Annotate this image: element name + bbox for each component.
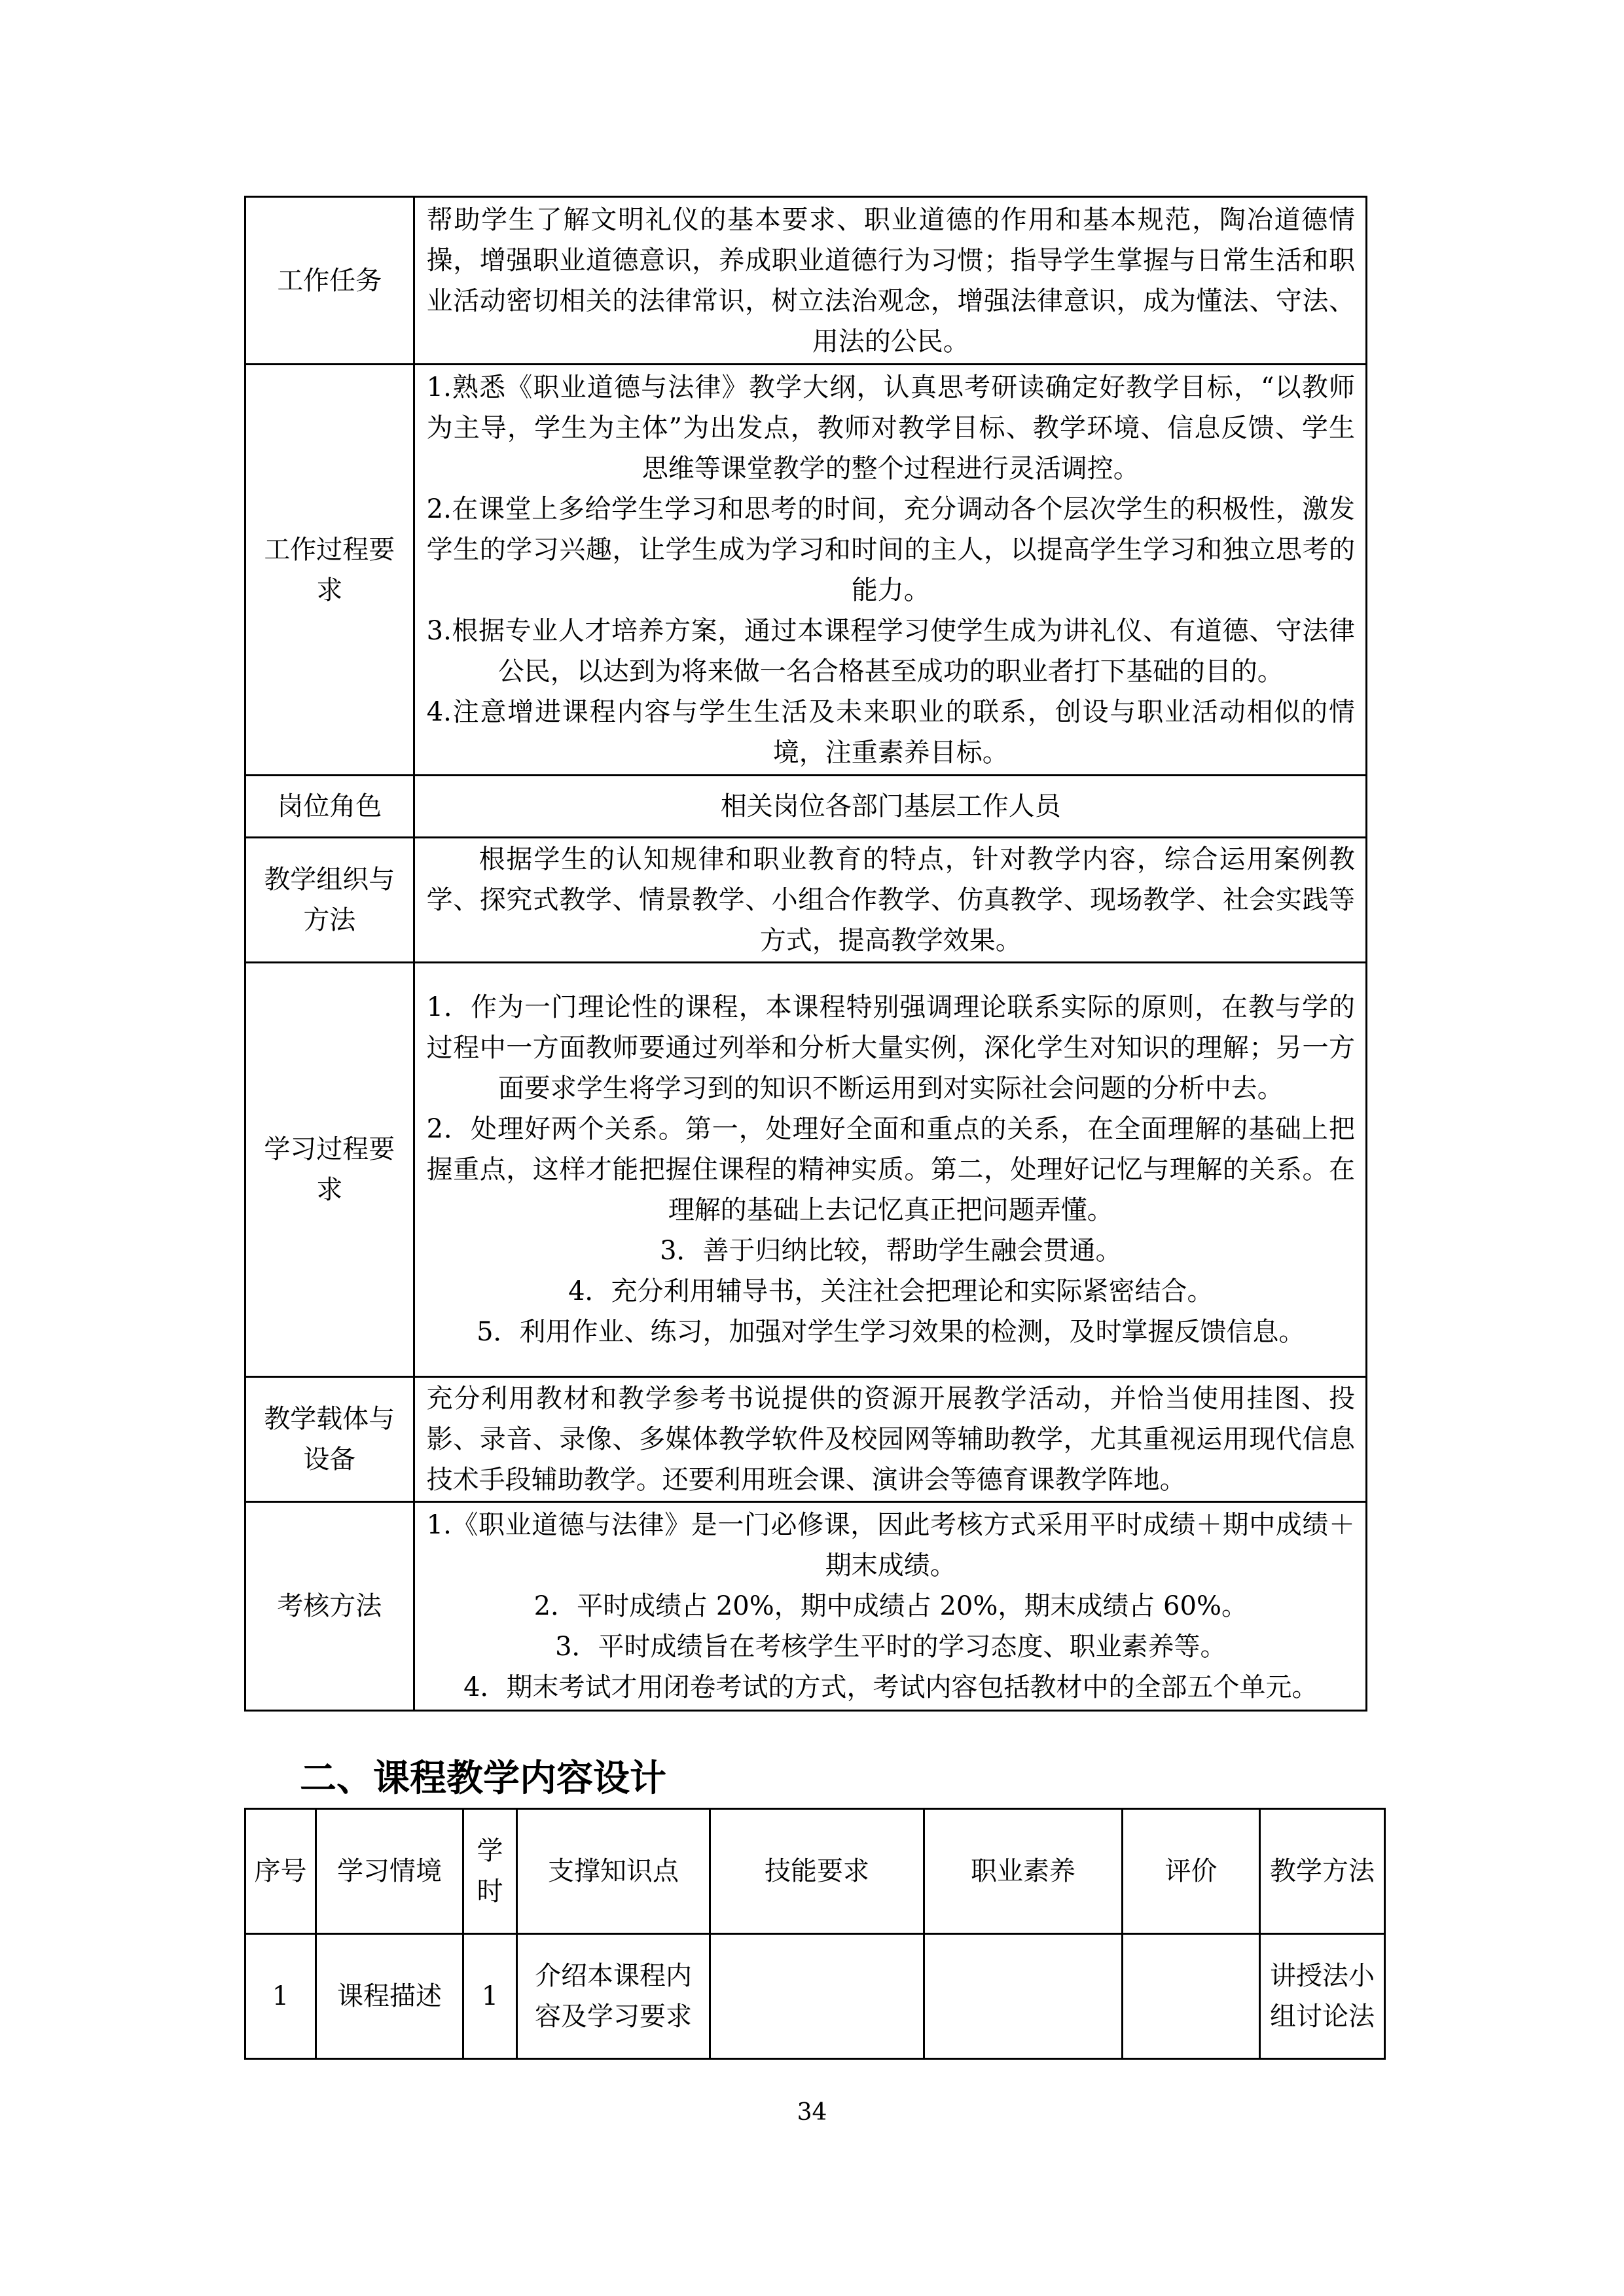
- table-row: [245, 963, 1367, 1377]
- table-cell: 1: [463, 1934, 517, 2059]
- table-row: [245, 776, 1367, 838]
- row-label: 岗位角色: [245, 776, 414, 838]
- paragraph: 3．平时成绩旨在考核学生平时的学习态度、职业素养等。: [555, 1632, 1227, 1662]
- row-content: [414, 365, 1366, 776]
- table-cell: [710, 1934, 924, 2059]
- header-cell: 教学方法: [1260, 1809, 1385, 1934]
- paragraph: 3．善于归纳比较，帮助学生融会贯通。: [660, 1236, 1122, 1266]
- paragraph: 1．作为一门理论性的课程，本课程特别强调理论联系实际的原则，在教与学的过程中一方面教师要通过列举和分析大量实例，深化学生对知识的理解；另一方面要求学生将学习到的知识不断运用到对实际社会问题的分析中去。: [426, 992, 1355, 1103]
- row-label: 工作过程要求: [245, 365, 414, 776]
- course-info-table: [244, 196, 1367, 1712]
- header-cell: 支撑知识点: [517, 1809, 710, 1934]
- header-cell: 职业素养: [924, 1809, 1123, 1934]
- paragraph: 5．利用作业、练习，加强对学生学习效果的检测，及时掌握反馈信息。: [477, 1317, 1305, 1347]
- table-header-row: [245, 1809, 1385, 1934]
- section-title: 二、课程教学内容设计: [300, 1757, 666, 1800]
- course-content-table: [244, 1808, 1386, 2060]
- row-content: [414, 963, 1366, 1377]
- table-row: [245, 838, 1367, 963]
- header-cell: 学习情境: [316, 1809, 463, 1934]
- paragraph: 3.根据专业人才培养方案，通过本课程学习使学生成为讲礼仪、有道德、守法律公民，以达到为将来做一名合格甚至成功的职业者打下基础的目的。: [426, 615, 1355, 687]
- table-cell: [924, 1934, 1123, 2059]
- paragraph: 2．处理好两个关系。第一，处理好全面和重点的关系，在全面理解的基础上把握重点，这样才能把握住课程的精神实质。第二，处理好记忆与理解的关系。在理解的基础上去记忆真正把问题弄懂。: [426, 1114, 1355, 1225]
- header-cell: 评价: [1123, 1809, 1260, 1934]
- table-row: [245, 197, 1367, 365]
- row-content: [414, 1502, 1366, 1711]
- table-cell: [1123, 1934, 1260, 2059]
- row-content: [414, 776, 1366, 838]
- paragraph: 2.在课堂上多给学生学习和思考的时间，充分调动各个层次学生的积极性，激发学生的学习兴趣，让学生成为学习和时间的主人，以提高学生学习和独立思考的能力。: [426, 493, 1355, 605]
- table-row: [245, 1502, 1367, 1711]
- table-row: [245, 1377, 1367, 1502]
- header-cell: 学时: [463, 1809, 517, 1934]
- page-number: 34: [797, 2099, 827, 2126]
- table-cell: 讲授法小组讨论法: [1260, 1934, 1385, 2059]
- row-label: 工作任务: [245, 197, 414, 365]
- row-label: 教学载体与设备: [245, 1377, 414, 1502]
- paragraph: 4．期末考试才用闭卷考试的方式，考试内容包括教材中的全部五个单元。: [463, 1672, 1318, 1702]
- paragraph: 充分利用教材和教学参考书说提供的资源开展教学活动，并恰当使用挂图、投影、录音、录像、多媒体教学软件及校园网等辅助教学，尤其重视运用现代信息技术手段辅助教学。还要利用班会课、演讲会等德育课教学阵地。: [426, 1384, 1355, 1495]
- paragraph: 2．平时成绩占 20%，期中成绩占 20%，期末成绩占 60%。: [533, 1591, 1248, 1621]
- table-cell: 1: [245, 1934, 316, 2059]
- row-label: 教学组织与方法: [245, 838, 414, 963]
- paragraph: 4.注意增进课程内容与学生生活及未来职业的联系，创设与职业活动相似的情境，注重素养目标。: [426, 696, 1355, 768]
- row-label: 考核方法: [245, 1502, 414, 1711]
- row-content: [414, 1377, 1366, 1502]
- paragraph: 1.《职业道德与法律》是一门必修课，因此考核方式采用平时成绩＋期中成绩＋期末成绩。: [426, 1510, 1355, 1581]
- row-content: [414, 838, 1366, 963]
- header-cell: 序号: [245, 1809, 316, 1934]
- table-row: [245, 365, 1367, 776]
- header-cell: 技能要求: [710, 1809, 924, 1934]
- row-label: 学习过程要求: [245, 963, 414, 1377]
- table-row: [245, 1934, 1385, 2059]
- table-cell: 课程描述: [316, 1934, 463, 2059]
- table-cell: 介绍本课程内容及学习要求: [517, 1934, 710, 2059]
- row-content: [414, 197, 1366, 365]
- paragraph: 4．充分利用辅导书，关注社会把理论和实际紧密结合。: [568, 1276, 1214, 1306]
- paragraph: 相关岗位各部门基层工作人员: [720, 791, 1061, 821]
- paragraph: 帮助学生了解文明礼仪的基本要求、职业道德的作用和基本规范，陶冶道德情操，增强职业道德意识，养成职业道德行为习惯；指导学生掌握与日常生活和职业活动密切相关的法律常识，树立法治观念，增强法律意识，成为懂法、守法、用法的公民。: [426, 204, 1355, 357]
- paragraph: 1.熟悉《职业道德与法律》教学大纲，认真思考研读确定好教学目标，“以教师为主导，学生为主体”为出发点，教师对教学目标、教学环境、信息反馈、学生思维等课堂教学的整个过程进行灵活调控。: [426, 372, 1355, 484]
- paragraph: 根据学生的认知规律和职业教育的特点，针对教学内容，综合运用案例教学、探究式教学、情景教学、小组合作教学、仿真教学、现场教学、社会实践等方式，提高教学效果。: [426, 844, 1355, 956]
